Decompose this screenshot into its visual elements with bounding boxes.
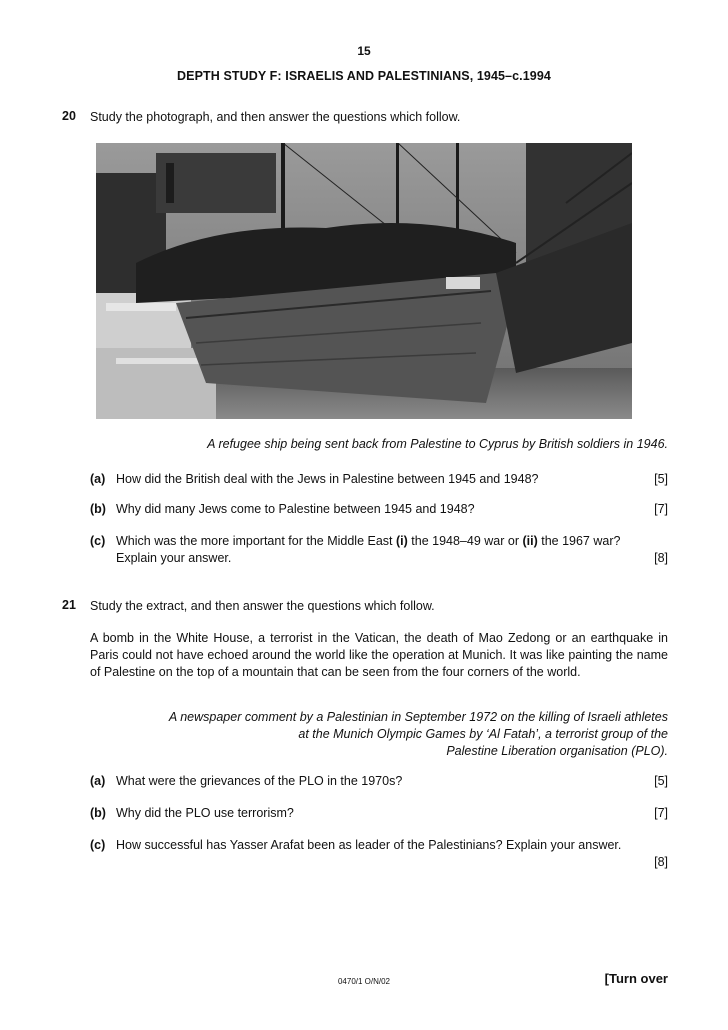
extract-source-line-1: A newspaper comment by a Palestinian in September 1972 on the killing of Israeli athletes: [168, 710, 668, 724]
question-20c-text-part3: the 1967 war?: [537, 534, 621, 548]
question-21c: [90, 837, 668, 871]
question-20c-text-part1: Which was the more important for the Middle East: [116, 534, 396, 548]
question-21a-marks: [5]: [654, 774, 668, 788]
question-21b-text: Why did the PLO use terrorism?: [116, 806, 294, 820]
question-21a-text: What were the grievances of the PLO in the 1970s?: [116, 774, 403, 788]
extract-source-line-3: Palestine Liberation organisation (PLO).: [446, 744, 668, 758]
question-20c-text: [116, 533, 668, 567]
question-20c-text-part4: Explain your answer.: [116, 551, 232, 565]
photograph-caption: A refugee ship being sent back from Palestine to Cyprus by British soldiers in 1946.: [207, 437, 668, 451]
turn-over-note: [Turn over: [604, 971, 668, 986]
question-21-number: 21: [62, 598, 76, 612]
question-21c-label: (c): [90, 838, 106, 852]
option-i-label: (i): [395, 534, 408, 548]
question-21c-marks: [8]: [654, 855, 668, 869]
question-21-intro: Study the extract, and then answer the questions which follow.: [90, 599, 435, 613]
question-20c: [90, 533, 668, 567]
question-20c-label: (c): [90, 534, 106, 548]
question-21b-label: (b): [90, 806, 106, 820]
question-21b-marks: [7]: [654, 806, 668, 820]
question-20a-marks: [5]: [654, 472, 668, 486]
refugee-ship-photograph: [96, 143, 632, 419]
page-number: 15: [357, 44, 371, 58]
option-ii-label: (ii): [522, 534, 538, 548]
question-20b-text: Why did many Jews come to Palestine between 1945 and 1948?: [116, 502, 475, 516]
depth-study-title: DEPTH STUDY F: ISRAELIS AND PALESTINIANS, 1945–c.1994: [177, 69, 551, 83]
extract-source-line-2: at the Munich Olympic Games by ‘Al Fatah’, a terrorist group of the: [298, 727, 668, 741]
question-20a-text: How did the British deal with the Jews in Palestine between 1945 and 1948?: [116, 472, 539, 486]
question-21a-label: (a): [90, 774, 106, 788]
question-20c-marks: [8]: [654, 551, 668, 565]
question-21c-text: How successful has Yasser Arafat been as leader of the Palestinians? Explain your answer.: [116, 838, 622, 852]
footer-code: 0470/1 O/N/02: [337, 977, 391, 986]
question-20c-text-part2: the 1948–49 war or: [407, 534, 523, 548]
question-20b-label: (b): [90, 502, 106, 516]
extract-text: A bomb in the White House, a terrorist in the Vatican, the death of Mao Zedong or an earthquake in Paris could not have echoed around the world like the operation at Munich. It was like painting the name of Palestine on the top of a mountain that can be seen from the four corners of the world.: [90, 631, 668, 679]
question-20-number: 20: [62, 109, 76, 123]
question-20b-marks: [7]: [654, 502, 668, 516]
question-20-intro: Study the photograph, and then answer the questions which follow.: [90, 110, 461, 124]
extract-source: [90, 709, 668, 760]
question-20a-label: (a): [90, 472, 106, 486]
